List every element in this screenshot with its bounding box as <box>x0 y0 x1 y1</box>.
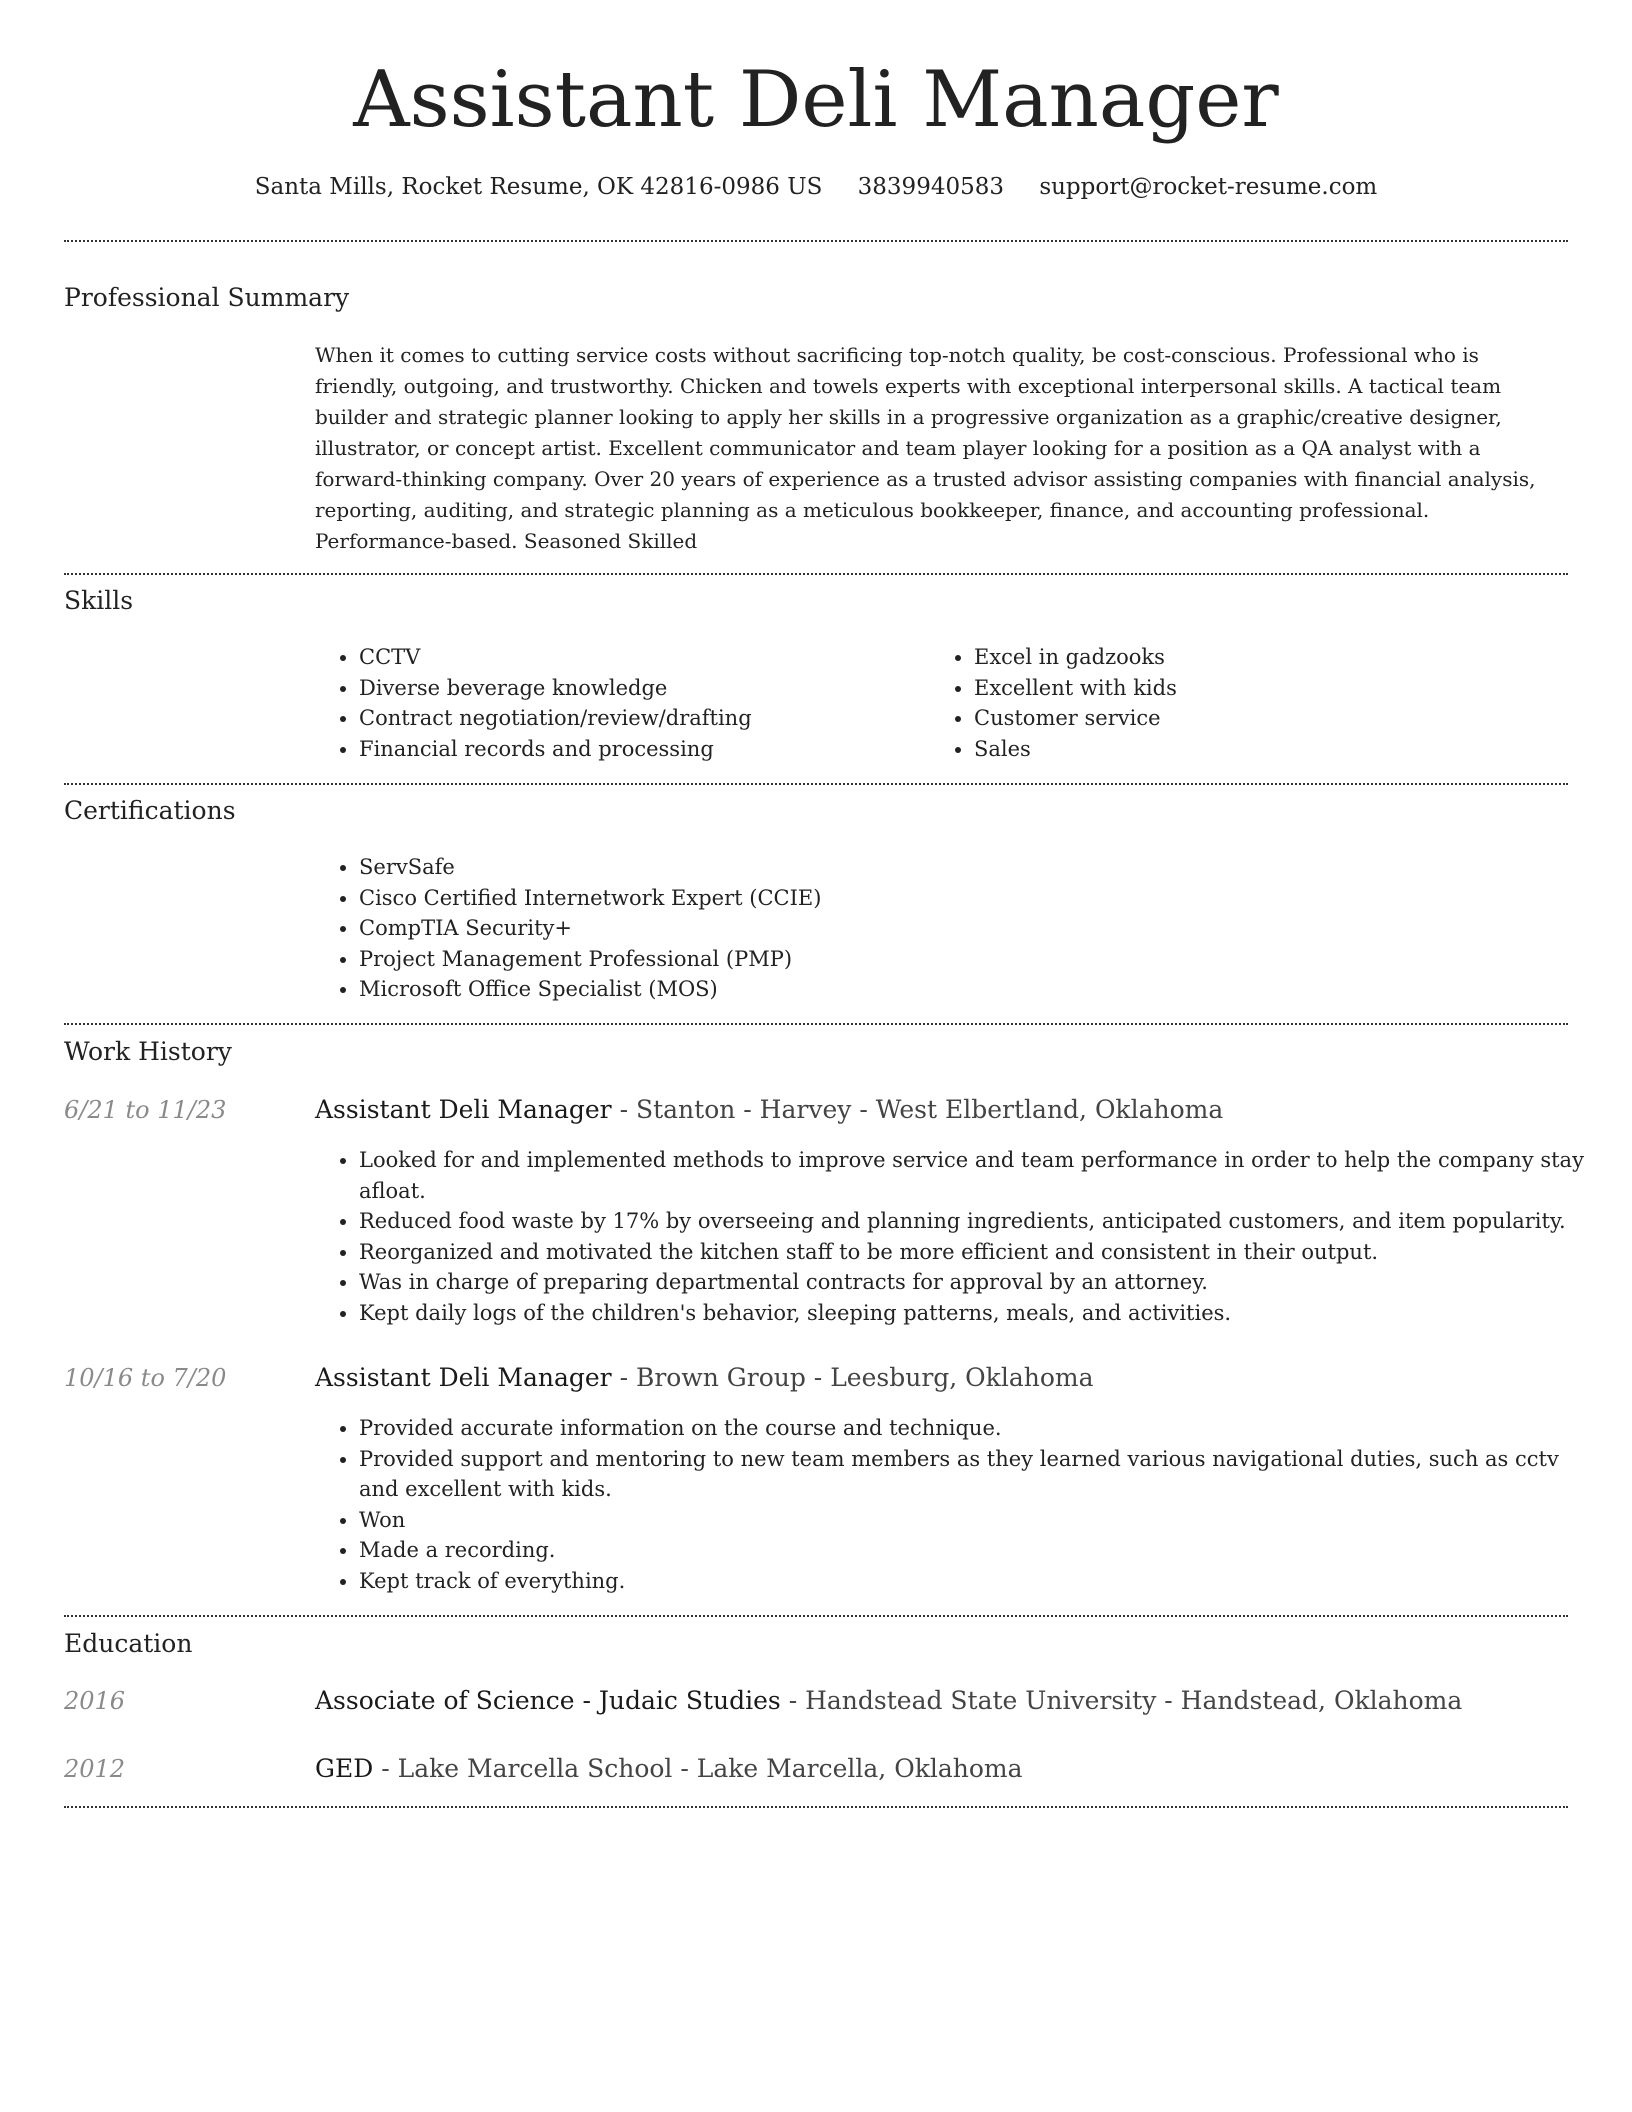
education-degree: Associate of Science - Judaic Studies <box>315 1686 781 1715</box>
job-bullet: • Looked for and implemented methods to improve service and team performance in order to help the company stay afloat. <box>359 1145 1589 1206</box>
job-bullet: • Provided accurate information on the course and technique. <box>359 1413 1589 1444</box>
job-bullet: • Provided support and mentoring to new team members as they learned various navigational duties, such as cctv and excellent with kids. <box>359 1444 1589 1505</box>
resume-name: Assistant Deli Manager <box>353 55 1279 145</box>
skills-list-left <box>315 642 919 764</box>
job-dates: 10/16 to 7/20 <box>64 1364 227 1392</box>
education-entry <box>315 1751 1023 1787</box>
contact-email: support@rocket-resume.com <box>1039 174 1378 200</box>
skill-item: • Contract negotiation/review/drafting <box>359 703 919 734</box>
section-divider <box>64 1615 1568 1617</box>
certifications-list <box>315 852 1589 1005</box>
education-year: 2016 <box>64 1687 126 1715</box>
certification-item: • Microsoft Office Specialist (MOS) <box>359 974 1589 1005</box>
job-employer-location: - Stanton - Harvey - West Elbertland, Oklahoma <box>611 1095 1224 1124</box>
section-divider <box>64 1023 1568 1025</box>
job-bullet: • Kept daily logs of the children's behavior, sleeping patterns, meals, and activities. <box>359 1298 1589 1329</box>
education-school-location: - Handstead State University - Handstead, Oklahoma <box>780 1686 1463 1715</box>
certification-item: • ServSafe <box>359 852 1589 883</box>
contact-phone: 3839940583 <box>857 174 1004 200</box>
section-divider <box>64 1806 1568 1808</box>
skill-item: • Financial records and processing <box>359 734 919 765</box>
certification-item: • Cisco Certified Internetwork Expert (CCIE) <box>359 883 1589 914</box>
job-bullet: • Won <box>359 1505 1589 1536</box>
skill-item: • Diverse beverage knowledge <box>359 673 919 704</box>
contact-address: Santa Mills, Rocket Resume, OK 42816-0986 US <box>254 174 823 200</box>
job-bullets <box>315 1145 1589 1328</box>
skills-heading: Skills <box>64 586 134 615</box>
skill-item: • Excel in gadzooks <box>974 642 1534 673</box>
education-school-location: - Lake Marcella School - Lake Marcella, Oklahoma <box>373 1754 1023 1783</box>
job-bullet: • Reorganized and motivated the kitchen staff to be more efficient and consistent in their output. <box>359 1237 1589 1268</box>
education-year: 2012 <box>64 1755 126 1783</box>
job-bullet: • Kept track of everything. <box>359 1566 1589 1597</box>
job-bullets <box>315 1413 1589 1596</box>
job-dates: 6/21 to 11/23 <box>64 1096 227 1124</box>
skill-item: • CCTV <box>359 642 919 673</box>
work-history-heading: Work History <box>64 1037 232 1066</box>
education-degree: GED <box>315 1754 374 1783</box>
certification-item: • Project Management Professional (PMP) <box>359 944 1589 975</box>
skills-list-right <box>930 642 1534 764</box>
job-bullet: • Reduced food waste by 17% by overseeing and planning ingredients, anticipated customers, and item popularity. <box>359 1206 1589 1237</box>
job-role: Assistant Deli Manager <box>315 1363 612 1392</box>
education-entry <box>315 1683 1462 1719</box>
job-bullet: • Made a recording. <box>359 1535 1589 1566</box>
skill-item: • Customer service <box>974 703 1534 734</box>
contact-line <box>0 170 1632 204</box>
summary-text: When it comes to cutting service costs without sacrificing top-notch quality, be cost-conscious. Professional who is friendly, outgoing, and trustworthy. Chicken and towels experts with exceptional interpersonal skills. A tactical team builder and strategic planner looking to apply her skills in a progressive organization as a graphic/creative designer, illustrator, or concept artist. Excellent communicator and team player looking for a position as a QA analyst with a forward-thinking company. Over 20 years of experience as a trusted advisor assisting companies with financial analysis, reporting, auditing, and strategic planning as a meticulous bookkeeper, finance, and accounting professional. Performance-based. Seasoned Skilled <box>315 343 1536 553</box>
education-heading: Education <box>64 1629 193 1658</box>
skill-item: • Excellent with kids <box>974 673 1534 704</box>
job-title <box>315 1360 1094 1396</box>
section-divider <box>64 240 1568 242</box>
job-role: Assistant Deli Manager <box>315 1095 612 1124</box>
job-employer-location: - Brown Group - Leesburg, Oklahoma <box>611 1363 1094 1392</box>
job-bullet: • Was in charge of preparing departmental contracts for approval by an attorney. <box>359 1267 1589 1298</box>
section-divider <box>64 573 1568 575</box>
job-title <box>315 1092 1223 1128</box>
certification-item: • CompTIA Security+ <box>359 913 1589 944</box>
summary-heading: Professional Summary <box>64 283 350 312</box>
skill-item: • Sales <box>974 734 1534 765</box>
section-divider <box>64 783 1568 785</box>
certifications-heading: Certifications <box>64 796 236 825</box>
